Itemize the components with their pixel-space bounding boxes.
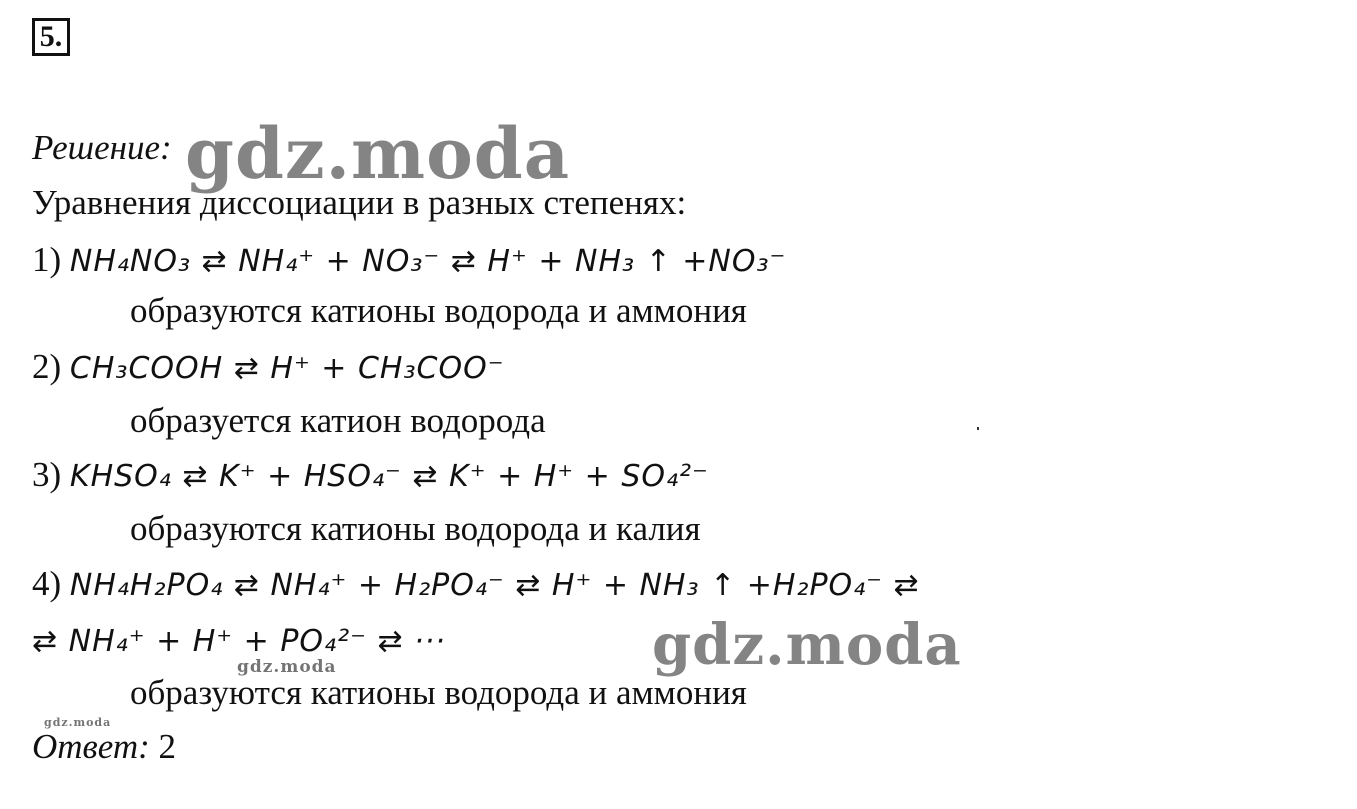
- equation-text: NH₄NO₃ ⇄ NH₄⁺ + NO₃⁻ ⇄ H⁺ + NH₃ ↑ +NO₃⁻: [69, 244, 787, 279]
- note-4: образуются катионы водорода и аммония: [130, 673, 747, 712]
- answer: [32, 727, 176, 767]
- note-2: образуется катион водорода: [130, 401, 546, 440]
- equation-1: [32, 240, 786, 282]
- equation-3: [32, 455, 709, 497]
- item-number: 1): [32, 240, 62, 279]
- watermark: gdz.moda: [237, 657, 337, 677]
- watermark: gdz.moda: [44, 716, 112, 729]
- equation-4-continued: [32, 620, 446, 662]
- item-number: 3): [32, 455, 62, 494]
- watermark: gdz.moda: [185, 112, 571, 195]
- stray-mark: [977, 427, 979, 430]
- item-number: 4): [32, 564, 62, 603]
- solution-label: Решение:: [32, 128, 172, 167]
- equation-text: ⇄ NH₄⁺ + H⁺ + PO₄²⁻ ⇄ ···: [32, 624, 446, 659]
- equation-2: [32, 347, 505, 389]
- answer-value: 2: [158, 727, 176, 766]
- watermark: gdz.moda: [652, 612, 962, 678]
- equation-text: NH₄H₂PO₄ ⇄ NH₄⁺ + H₂PO₄⁻ ⇄ H⁺ + NH₃ ↑ +H₂PO₄⁻ ⇄: [69, 568, 920, 603]
- note-3: образуются катионы водорода и калия: [130, 509, 701, 548]
- answer-label: Ответ:: [32, 727, 150, 766]
- item-number: 2): [32, 347, 62, 386]
- equation-4: [32, 564, 920, 606]
- equation-text: CH₃COOH ⇄ H⁺ + CH₃COO⁻: [69, 351, 505, 386]
- intro-text: Уравнения диссоциации в разных степенях:: [32, 183, 687, 222]
- note-1: образуются катионы водорода и аммония: [130, 291, 747, 330]
- task-number: 5.: [32, 18, 70, 56]
- equation-text: KHSO₄ ⇄ K⁺ + HSO₄⁻ ⇄ K⁺ + H⁺ + SO₄²⁻: [69, 459, 709, 494]
